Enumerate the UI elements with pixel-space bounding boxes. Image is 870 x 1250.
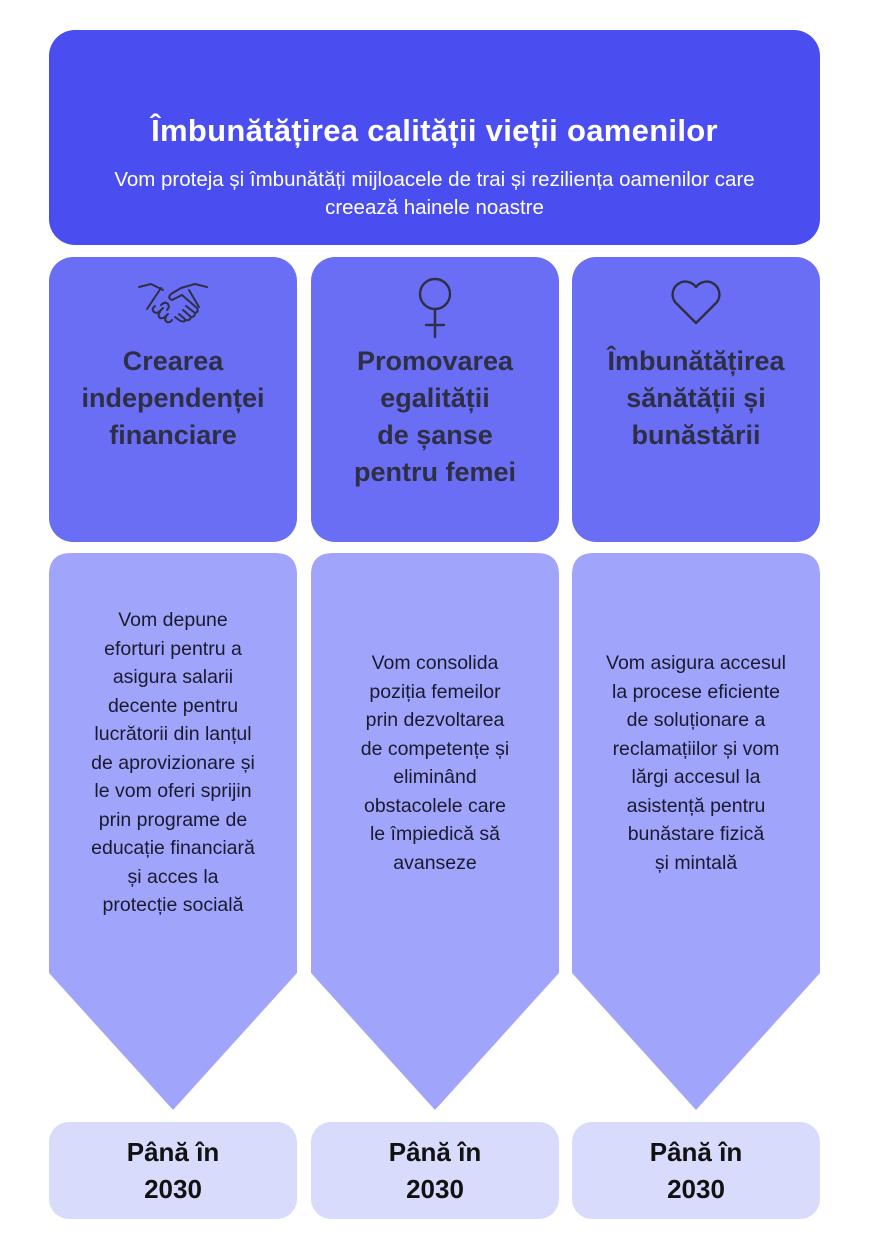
pillar-title: Crearea independenței financiare (81, 346, 265, 450)
pillar-description: Vom consolida poziția femeilor prin dezvoltarea de competențe și eliminând obstacolele care le împiedică să avanseze (360, 652, 510, 874)
pillar-card-health-wellbeing (572, 257, 820, 542)
header-banner (49, 30, 820, 245)
pillar-card-gender-equality (311, 257, 559, 542)
description-arrow (572, 553, 820, 1110)
female-symbol-icon (311, 277, 559, 343)
timeline-label: Până în 2030 (49, 1122, 297, 1219)
timeline-label: Până în 2030 (572, 1122, 820, 1219)
pillar-description: Vom asigura accesul la procese eficiente de soluționare a reclamațiilor și vom lărgi accesul la asistență pentru bunăstare fizică și mintală (606, 652, 786, 874)
description-arrow (49, 553, 297, 1110)
pillar-title: Promovarea egalității de șanse pentru femei (353, 346, 517, 487)
handshake-icon (49, 277, 297, 343)
pillar-card-financial-independence (49, 257, 297, 542)
timeline-label: Până în 2030 (311, 1122, 559, 1219)
description-arrow (311, 553, 559, 1110)
pillar-description: Vom depune eforturi pentru a asigura salarii decente pentru lucrătorii din lanțul de aprovizionare și le vom oferi sprijin prin programe de educație financiară și acces la protecție socială (91, 609, 255, 917)
page-title: Îmbunătățirea calității vieții oamenilor (151, 113, 718, 148)
heart-icon (572, 277, 820, 343)
page-subtitle: Vom proteja și îmbunătăți mijloacele de trai și reziliența oamenilor care creează hainele noastre (114, 168, 755, 219)
pillar-title: Îmbunătățirea sănătății și bunăstării (607, 346, 785, 450)
